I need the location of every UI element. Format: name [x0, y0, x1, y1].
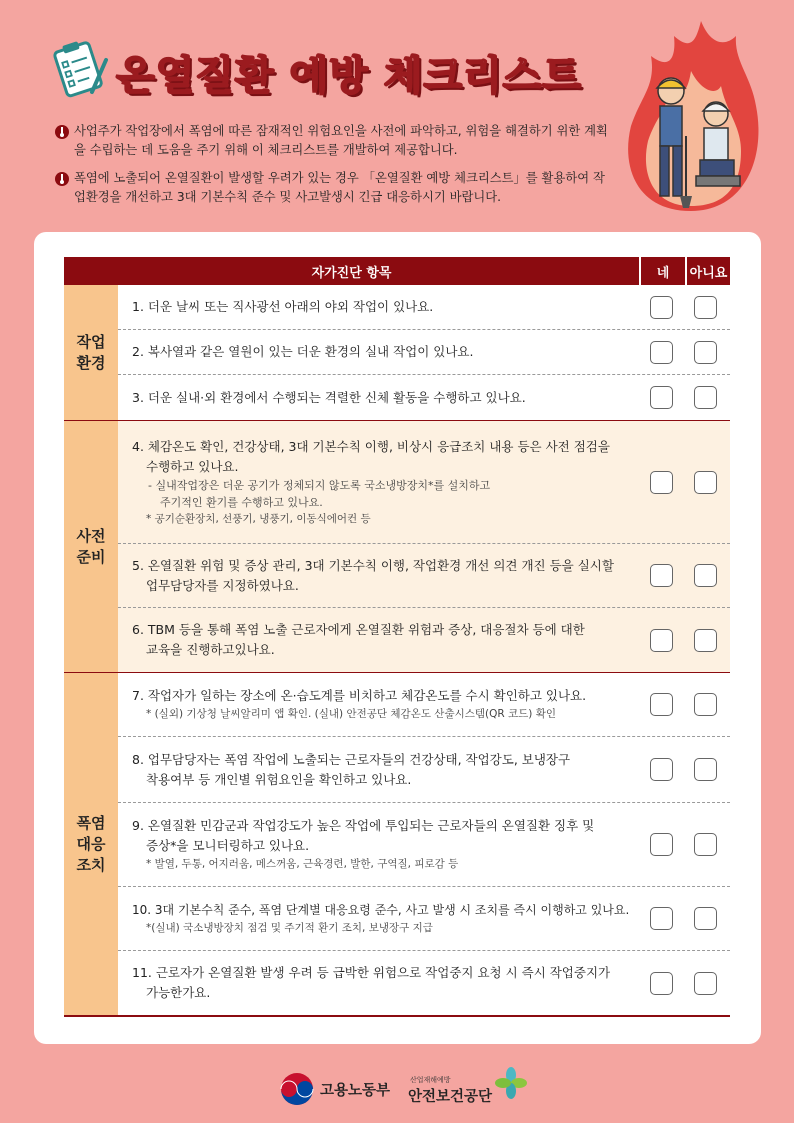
agency-name: 안전보건공단	[408, 1089, 493, 1105]
no-checkbox[interactable]	[694, 341, 717, 364]
intro	[55, 122, 615, 216]
section-preparation	[64, 421, 730, 673]
no-checkbox[interactable]	[694, 471, 717, 494]
category-label	[64, 285, 118, 420]
no-checkbox[interactable]	[694, 629, 717, 652]
kosha-cross-logo-icon	[494, 1066, 528, 1100]
table-header	[64, 257, 730, 285]
question-text: 11. 근로자가 온열질환 발생 우려 등 급박한 위험으로 작업중지 요청 시 즉시 작업중지가	[132, 965, 611, 980]
checklist-row	[118, 951, 730, 1015]
category-line: 대응	[76, 834, 106, 853]
yes-checkbox[interactable]	[650, 471, 673, 494]
yes-checkbox[interactable]	[650, 296, 673, 319]
agency-logo-group	[408, 1066, 528, 1106]
no-checkbox[interactable]	[694, 564, 717, 587]
question-text: 2. 복사열과 같은 열원이 있는 더운 환경의 실내 작업이 있나요.	[132, 344, 474, 359]
no-checkbox[interactable]	[694, 833, 717, 856]
question-text: 8. 업무담당자는 폭염 작업에 노출되는 근로자들의 건강상태, 작업강도, 보냉장구	[132, 751, 571, 767]
question-sub: - 실내작업장은 더운 공기가 정체되지 않도록 국소냉방장치*를 설치하고	[148, 478, 491, 492]
category-label	[64, 421, 118, 672]
no-checkbox[interactable]	[694, 693, 717, 716]
question-note: * 발열, 두통, 어지러움, 메스꺼움, 근육경련, 발한, 구역질, 피로감 등	[146, 858, 459, 870]
yes-checkbox[interactable]	[650, 386, 673, 409]
checklist-row	[118, 608, 730, 672]
intro-text: 사업주가 작업장에서 폭염에 따른 잠재적인 위험요인을 사전에 파악하고, 위험을 해결하기 위한 계획을 수립하는 데 도움을 주기 위해 이 체크리스트를 개발하여 제공합니다.	[74, 124, 608, 157]
yes-checkbox[interactable]	[650, 629, 673, 652]
header	[0, 0, 794, 230]
thermometer-icon	[55, 124, 69, 140]
question-text: 1. 더운 날씨 또는 직사광선 아래의 야외 작업이 있나요.	[132, 299, 434, 314]
question-text: 10. 3대 기본수칙 준수, 폭염 단계별 대응요령 준수, 사고 발생 시 조치를 즉시 이행하고 있나요.	[132, 903, 630, 917]
yes-checkbox[interactable]	[650, 833, 673, 856]
question-text: 9. 온열질환 민감군과 작업강도가 높은 작업에 투입되는 근로자들의 온열질환 징후 및	[132, 818, 595, 833]
checklist-row	[118, 544, 730, 608]
question-note: *(실내) 국소냉방장치 점검 및 주기적 환기 조치, 보냉장구 지급	[146, 922, 433, 934]
category-line: 폭염	[76, 813, 106, 832]
yes-checkbox[interactable]	[650, 693, 673, 716]
header-item: 자가진단 항목	[64, 257, 639, 285]
ministry-name: 고용노동부	[320, 1082, 391, 1099]
no-checkbox[interactable]	[694, 758, 717, 781]
section-heatwave-response	[64, 673, 730, 1017]
question-text-cont: 수행하고 있나요.	[146, 458, 239, 474]
question-text: 4. 체감온도 확인, 건강상태, 3대 기본수칙 이행, 비상시 응급조치 내용 등은 사전 점검을	[132, 438, 610, 454]
thermometer-icon	[55, 171, 69, 187]
question-text: 6. TBM 등을 통해 폭염 노출 근로자에게 온열질환 위험과 증상, 대응절차 등에 대한	[132, 622, 585, 637]
category-line: 환경	[76, 353, 106, 372]
question-text-cont: 증상*을 모니터링하고 있나요.	[146, 838, 310, 853]
question-text-cont: 착용여부 등 개인별 위험요인을 확인하고 있나요.	[146, 771, 412, 787]
yes-checkbox[interactable]	[650, 758, 673, 781]
header-yes: 네	[641, 257, 685, 285]
section-work-environment	[64, 285, 730, 421]
question-text: 3. 더운 실내·외 환경에서 수행되는 격렬한 신체 활동을 수행하고 있나요.	[132, 389, 526, 405]
page-title: 온열질환 예방 체크리스트	[116, 53, 582, 99]
category-line: 준비	[76, 547, 106, 566]
no-checkbox[interactable]	[694, 296, 717, 319]
footer	[0, 1058, 794, 1123]
intro-item	[55, 169, 615, 207]
question-text: 5. 온열질환 위험 및 증상 관리, 3대 기본수칙 이행, 작업환경 개선 의견 개진 등을 실시할	[132, 557, 614, 573]
yes-checkbox[interactable]	[650, 341, 673, 364]
category-line: 사전	[76, 526, 106, 545]
question-text-cont: 교육을 진행하고있나요.	[146, 642, 275, 657]
no-checkbox[interactable]	[694, 907, 717, 930]
checklist-row	[118, 673, 730, 737]
taegeuk-logo-icon	[280, 1072, 314, 1106]
checklist-icon	[48, 38, 110, 100]
category-line: 작업	[76, 332, 106, 351]
question-note: * 공기순환장치, 선풍기, 냉풍기, 이동식에어컨 등	[146, 512, 371, 525]
workers-in-heat-illustration	[616, 16, 766, 216]
checklist-row	[118, 285, 730, 330]
no-checkbox[interactable]	[694, 386, 717, 409]
question-sub: 주기적인 환기를 수행하고 있나요.	[160, 495, 323, 509]
checklist-row	[118, 887, 730, 951]
checklist-table	[64, 257, 730, 1017]
yes-checkbox[interactable]	[650, 972, 673, 995]
checklist-row	[118, 330, 730, 375]
intro-text: 폭염에 노출되어 온열질환이 발생할 우려가 있는 경우 「온열질환 예방 체크리스트」를 활용하여 작업환경을 개선하고 3대 기본수칙 준수 및 사고발생시 긴급 대응하시기 바랍니다.	[74, 171, 605, 204]
question-text: 7. 작업자가 일하는 장소에 온·습도계를 비치하고 체감온도를 수시 확인하고 있나요.	[132, 688, 587, 703]
yes-checkbox[interactable]	[650, 564, 673, 587]
checklist-row	[118, 375, 730, 420]
category-line: 조치	[76, 855, 106, 874]
header-no: 아니요	[687, 257, 730, 285]
checklist-row	[118, 737, 730, 803]
no-checkbox[interactable]	[694, 972, 717, 995]
agency-subtitle: 산업재해예방	[410, 1076, 451, 1084]
question-text-cont: 가능한가요.	[146, 985, 211, 1000]
intro-item	[55, 122, 615, 160]
checklist-row	[118, 803, 730, 887]
checklist-row	[118, 421, 730, 544]
checklist-card	[34, 232, 761, 1044]
question-note: * (실외) 기상청 날씨알리미 앱 확인. (실내) 안전공단 체감온도 산출시스템(QR 코드) 확인	[146, 708, 557, 720]
yes-checkbox[interactable]	[650, 907, 673, 930]
category-label	[64, 673, 118, 1015]
question-text-cont: 업무담당자를 지정하였나요.	[146, 577, 299, 593]
ministry-logo-group	[280, 1072, 390, 1106]
